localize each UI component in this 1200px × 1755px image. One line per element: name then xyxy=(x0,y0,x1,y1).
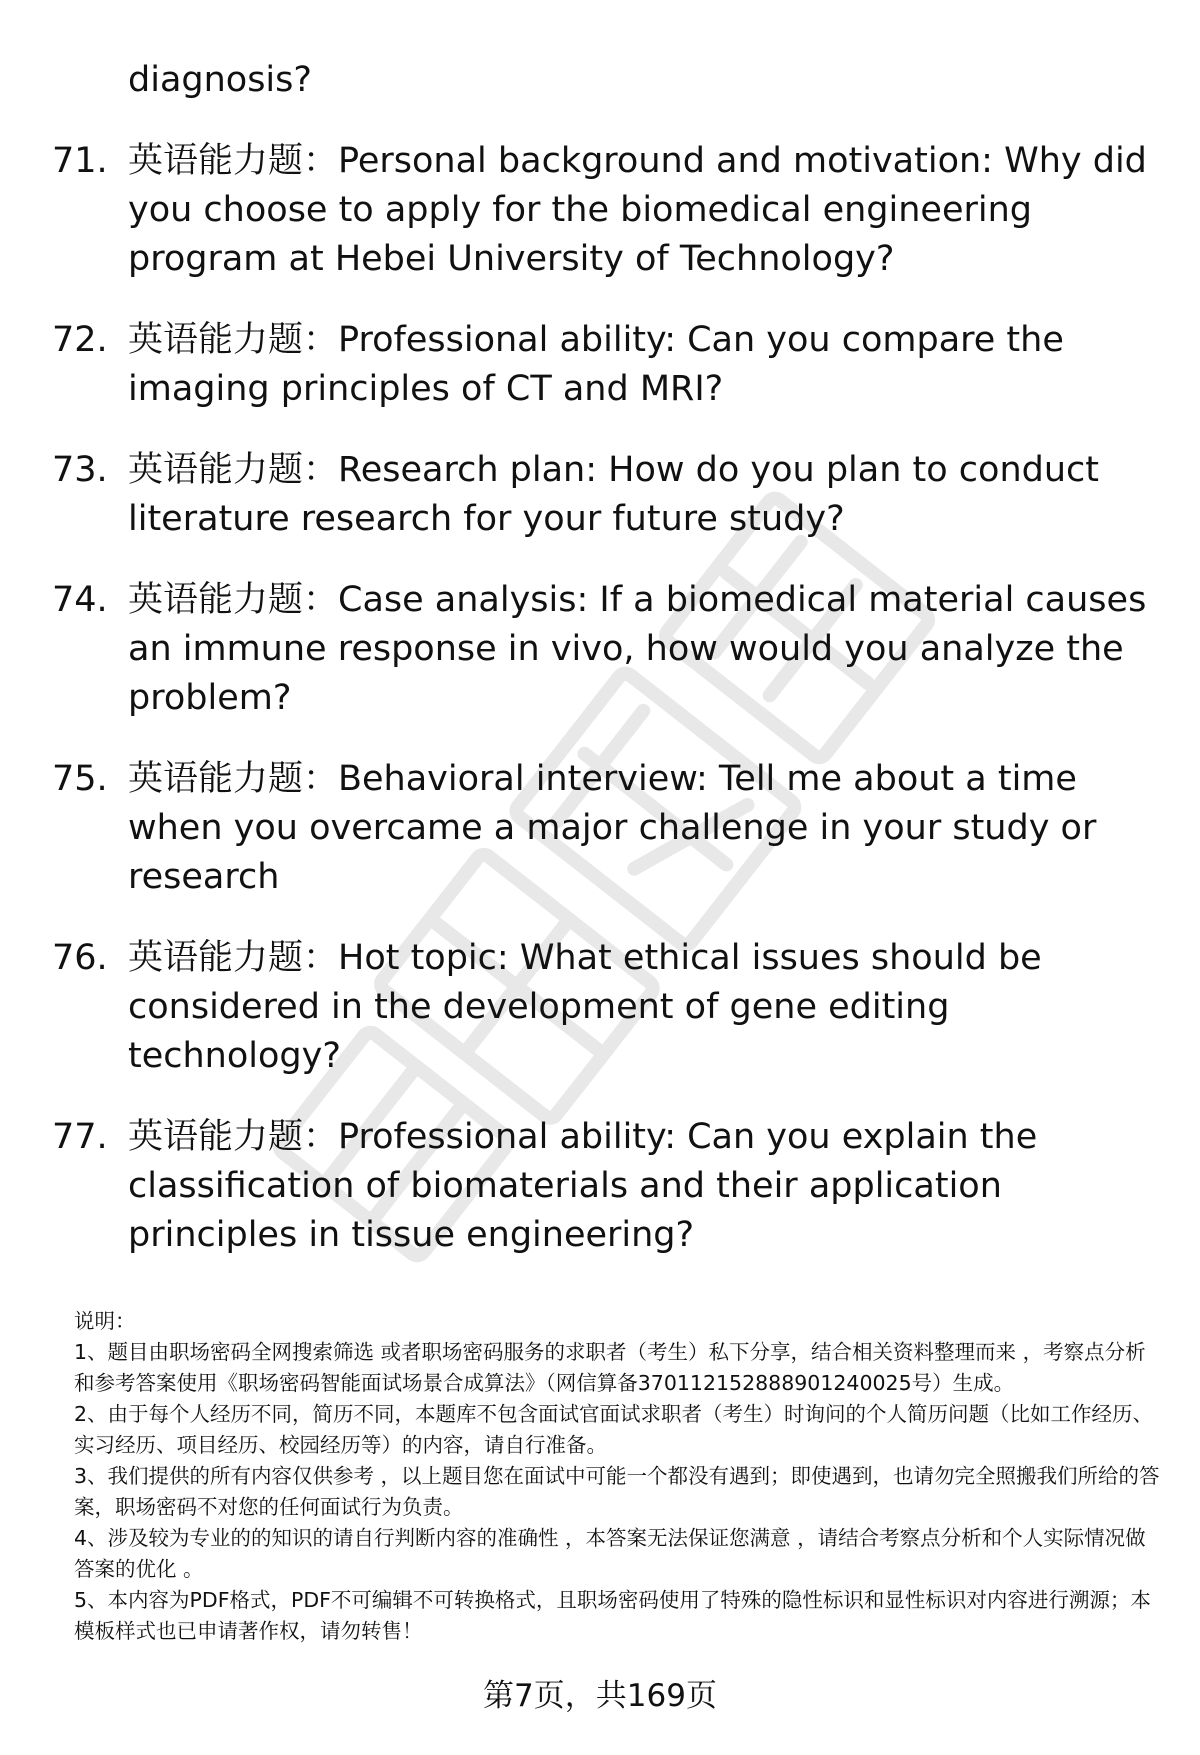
note-item-3: 3、我们提供的所有内容仅供参考 ，以上题目您在面试中可能一个都没有遇到；即使遇到，也请勿完全照搬我们所给的答案，职场密码不对您的任何面试行为负责。 xyxy=(74,1464,1160,1519)
note-item-1: 1、题目由职场密码全网搜索筛选 或者职场密码服务的求职者（考生）私下分享，结合相关资料整理而来 ，考察点分析和参考答案使用《职场密码智能面试场景合成算法》（网信算备370112152888901240025号）生成。 xyxy=(74,1340,1146,1395)
continued-question-text: diagnosis? xyxy=(128,60,312,100)
question-text: 英语能力题：Professional ability: Can you explain the classification of biomaterials and their application principles in tissue engineering? xyxy=(128,1117,1038,1255)
question-number: 73. xyxy=(52,450,108,490)
question-text: 英语能力题：Professional ability: Can you compare the imaging principles of CT and MRI? xyxy=(128,320,1064,409)
question-text: 英语能力题：Behavioral interview: Tell me about a time when you overcame a major challenge in your study or research xyxy=(128,759,1097,897)
question-number: 72. xyxy=(52,320,108,360)
page-number: 第7页，共169页 xyxy=(483,1678,717,1714)
question-text: 英语能力题：Personal background and motivation: Why did you choose to apply for the biomedical engineering program at Hebei University of Technology? xyxy=(128,141,1147,279)
question-item-74 xyxy=(0,576,1200,723)
question-list xyxy=(0,56,1200,1292)
question-number: 77. xyxy=(52,1117,108,1157)
question-text: 英语能力题：Case analysis: If a biomedical material causes an immune response in vivo, how would you analyze the problem? xyxy=(128,580,1147,718)
question-text: 英语能力题：Hot topic: What ethical issues should be considered in the development of gene editing technology? xyxy=(128,938,1042,1076)
question-number: 74. xyxy=(52,580,108,620)
question-item-76 xyxy=(0,934,1200,1081)
question-text: 英语能力题：Research plan: How do you plan to conduct literature research for your future study? xyxy=(128,450,1099,539)
note-item-4: 4、涉及较为专业的的知识的请自行判断内容的准确性 ，本答案无法保证您满意 ，请结合考察点分析和个人实际情况做答案的优化 。 xyxy=(74,1526,1146,1581)
question-item-71 xyxy=(0,137,1200,284)
question-item-72 xyxy=(0,316,1200,414)
question-number: 75. xyxy=(52,759,108,799)
question-item-75 xyxy=(0,755,1200,902)
question-number: 71. xyxy=(52,141,108,181)
question-item-73 xyxy=(0,446,1200,544)
note-item-5: 5、本内容为PDF格式，PDF不可编辑不可转换格式，且职场密码使用了特殊的隐性标识和显性标识对内容进行溯源；本模板样式也已申请著作权，请勿转售！ xyxy=(74,1588,1151,1643)
note-item-2: 2、由于每个人经历不同，简历不同，本题库不包含面试官面试求职者（考生）时询问的个人简历问题（比如工作经历、实习经历、项目经历、校园经历等）的内容，请自行准备。 xyxy=(74,1402,1154,1457)
question-number: 76. xyxy=(52,938,108,978)
notes-section xyxy=(74,1306,1164,1647)
question-item-77 xyxy=(0,1113,1200,1260)
notes-heading: 说明： xyxy=(74,1309,136,1333)
